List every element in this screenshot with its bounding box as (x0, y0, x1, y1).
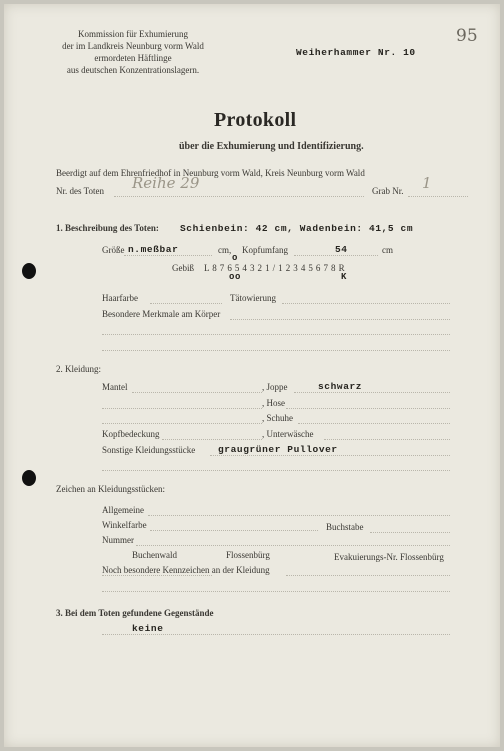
page-title: Protokoll (214, 109, 297, 131)
section1-typed: Schienbein: 42 cm, Wadenbein: 41,5 cm (180, 223, 414, 234)
section3-value: keine (132, 623, 164, 634)
document-sheet (4, 4, 500, 747)
haarfarbe-label: Haarfarbe (102, 293, 138, 303)
section3-heading (56, 608, 214, 618)
kopfumfang-label: Kopfumfang (242, 245, 288, 255)
allgemeine-line (148, 515, 450, 516)
kopfumfang-value: 54 (335, 244, 348, 255)
taetowierung-label: Tätowierung (230, 293, 276, 303)
cm-label-1: cm, (218, 245, 232, 255)
burial-line: Beerdigt auf dem Ehrenfriedhof in Neunburg vorm Wald, Kreis Neunburg vorm Wald (56, 168, 365, 178)
mantel-line (132, 392, 262, 393)
cm-label-2: cm (382, 245, 393, 255)
kopfbedeckung-label: Kopfbedeckung (102, 429, 160, 439)
gebiss-mark-k: K (341, 272, 348, 282)
evakuierung-label: Evakuierungs-Nr. Flossenbürg (334, 552, 444, 562)
gebiss-mark-bottom: oo (229, 272, 242, 282)
section1-heading (56, 223, 159, 233)
section3-heading-text: 3. Bei dem Toten gefundene Gegenstände (56, 608, 214, 618)
grab-nr-line (408, 196, 468, 197)
commission-header (48, 28, 218, 76)
taetowierung-line (282, 303, 450, 304)
joppe-label: , Joppe (262, 382, 288, 392)
schuhe-label: , Schuhe (262, 413, 293, 423)
merkmale-line-3 (102, 350, 450, 351)
kopfumfang-line (294, 255, 378, 256)
punch-hole-top (22, 263, 36, 279)
unterwaesche-line (324, 439, 450, 440)
winkelfarbe-label: Winkelfarbe (102, 520, 147, 530)
gebiss-label: Gebiß (172, 263, 194, 273)
section1-heading-text: 1. Beschreibung des Toten: (56, 223, 159, 233)
mantel-line-2 (102, 408, 262, 409)
buchstabe-line (370, 532, 450, 533)
buchenwald-label: Buchenwald (132, 550, 177, 560)
punch-hole-bottom (22, 470, 36, 486)
buchstabe-label: Buchstabe (326, 522, 364, 532)
nummer-label: Nummer (102, 535, 134, 545)
haarfarbe-line (150, 303, 222, 304)
page-number: 95 (456, 26, 478, 46)
nummer-line (136, 545, 450, 546)
mantel-label: Mantel (102, 382, 128, 392)
joppe-value: schwarz (318, 381, 363, 392)
merkmale-line-1 (230, 319, 450, 320)
kennzeichen-line (286, 575, 450, 576)
sonstige-label: Sonstige Kleidungsstücke (102, 445, 196, 455)
groesse-value: n.meßbar (128, 244, 179, 255)
buchenwald-line (102, 575, 212, 576)
grab-nr-label: Grab Nr. (372, 186, 404, 196)
nr-toten-label: Nr. des Toten (56, 186, 104, 196)
allgemeine-label: Allgemeine (102, 505, 144, 515)
section3-line (102, 634, 450, 635)
unterwaesche-label: , Unterwäsche (262, 429, 314, 439)
mantel-line-3 (102, 423, 262, 424)
section2-heading: 2. Kleidung: (56, 364, 101, 374)
hose-label: , Hose (262, 398, 285, 408)
sonstige-value: graugrüner Pullover (218, 444, 338, 455)
joppe-line (294, 392, 450, 393)
winkelfarbe-line (150, 530, 318, 531)
nr-toten-line (114, 196, 364, 197)
flossenbuerg-label: Flossenbürg (226, 550, 270, 560)
commission-line: aus deutschen Konzentrationslagern. (66, 65, 200, 75)
merkmale-label: Besondere Merkmale am Körper (102, 309, 221, 319)
sonstige-line-2 (102, 470, 450, 471)
page-subtitle: über die Exhumierung und Identifizierung. (179, 141, 364, 152)
commission-line: der im Landkreis Neunburg vorm Wald (62, 41, 204, 51)
kennzeichen-line-2 (102, 591, 450, 592)
zeichen-heading: Zeichen an Kleidungsstücken: (56, 484, 165, 494)
hose-line (286, 408, 450, 409)
kopfbedeckung-line (162, 439, 262, 440)
sonstige-line (210, 455, 450, 456)
schuhe-line (298, 423, 450, 424)
grab-nr-value: 1 (422, 174, 432, 192)
commission-line: Kommission für Exhumierung (78, 29, 188, 39)
commission-line: ermordeten Häftlinge (94, 53, 172, 63)
nr-toten-value: Reihe 29 (132, 174, 200, 192)
typed-reference: Weiherhammer Nr. 10 (296, 47, 416, 58)
gebiss-mark-top: o (232, 253, 239, 263)
gebiss-chart: L 8 7 6 5 4 3 2 1 / 1 2 3 4 5 6 7 8 R (204, 263, 345, 273)
kennzeichen-label: Noch besondere Kennzeichen an der Kleidung (102, 565, 270, 575)
groesse-label: Größe (102, 245, 125, 255)
merkmale-line-2 (102, 334, 450, 335)
groesse-line (124, 255, 212, 256)
